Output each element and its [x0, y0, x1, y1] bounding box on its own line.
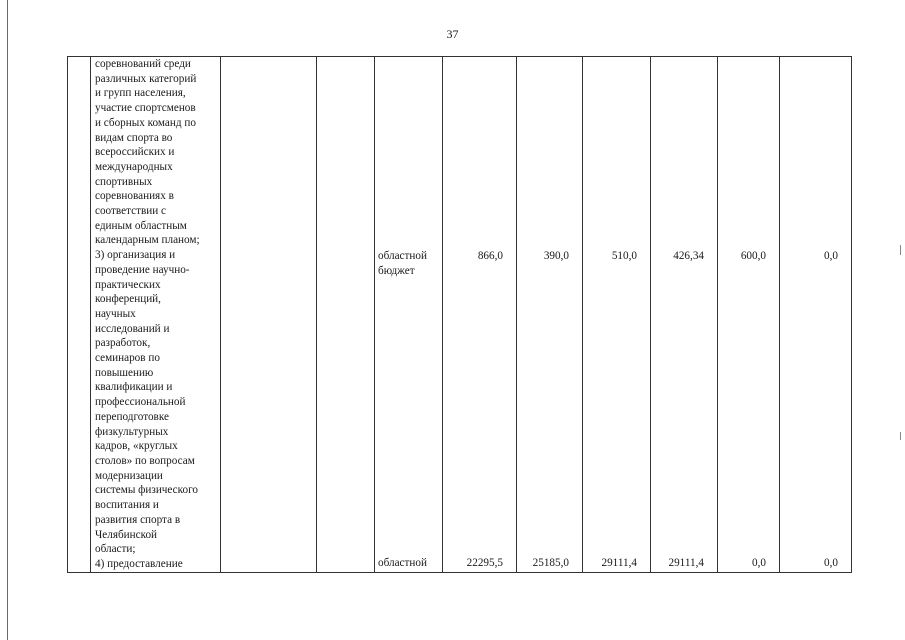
table-cell-value	[517, 57, 583, 573]
page-number: 37	[446, 27, 459, 41]
table-cell-empty	[317, 57, 375, 573]
table-cell-value	[718, 57, 780, 573]
table-cell-value	[583, 57, 651, 573]
value-a-2: 390,0	[543, 250, 569, 262]
funding-source-regional-budget: областной бюджет	[378, 250, 427, 277]
table-cell-description	[91, 57, 221, 573]
value-a-6: 0,0	[824, 250, 838, 262]
table-cell-empty	[221, 57, 317, 573]
table-row	[68, 57, 852, 573]
scan-margin-mark	[900, 245, 901, 255]
table-cell-index	[68, 57, 91, 573]
value-b-2: 25185,0	[532, 557, 569, 569]
table-cell-value	[443, 57, 517, 573]
value-a-4: 426,34	[673, 250, 704, 262]
measure-description: соревнований среди различных категорий и групп населения, участие спортсменов и сборных команд по видам спорта во всероссийских и международных спортивных соревнованиях в соответствии с единым областным календарным планом; 3) организация и проведение научно- практических конференций, научных исследований и разработок, семинаров по повышению квалификации и профессиональной переподготовке физкультурных кадров, «круглых столов» по вопросам модернизации системы физического воспитания и развития спорта в Челябинской области; 4) предоставление	[95, 58, 200, 570]
budget-table	[67, 56, 852, 573]
scan-margin-mark	[900, 432, 901, 440]
value-b-4: 29111,4	[668, 557, 704, 569]
table-cell-value	[780, 57, 852, 573]
table-cell-value	[651, 57, 718, 573]
value-b-6: 0,0	[824, 557, 838, 569]
value-a-5: 600,0	[740, 250, 766, 262]
scan-edge-line	[7, 0, 8, 640]
value-b-1: 22295,5	[466, 557, 503, 569]
value-a-3: 510,0	[611, 250, 637, 262]
value-a-1: 866,0	[477, 250, 503, 262]
value-b-3: 29111,4	[601, 557, 637, 569]
funding-source-regional: областной	[378, 557, 427, 569]
table-cell-source	[375, 57, 443, 573]
value-b-5: 0,0	[752, 557, 766, 569]
